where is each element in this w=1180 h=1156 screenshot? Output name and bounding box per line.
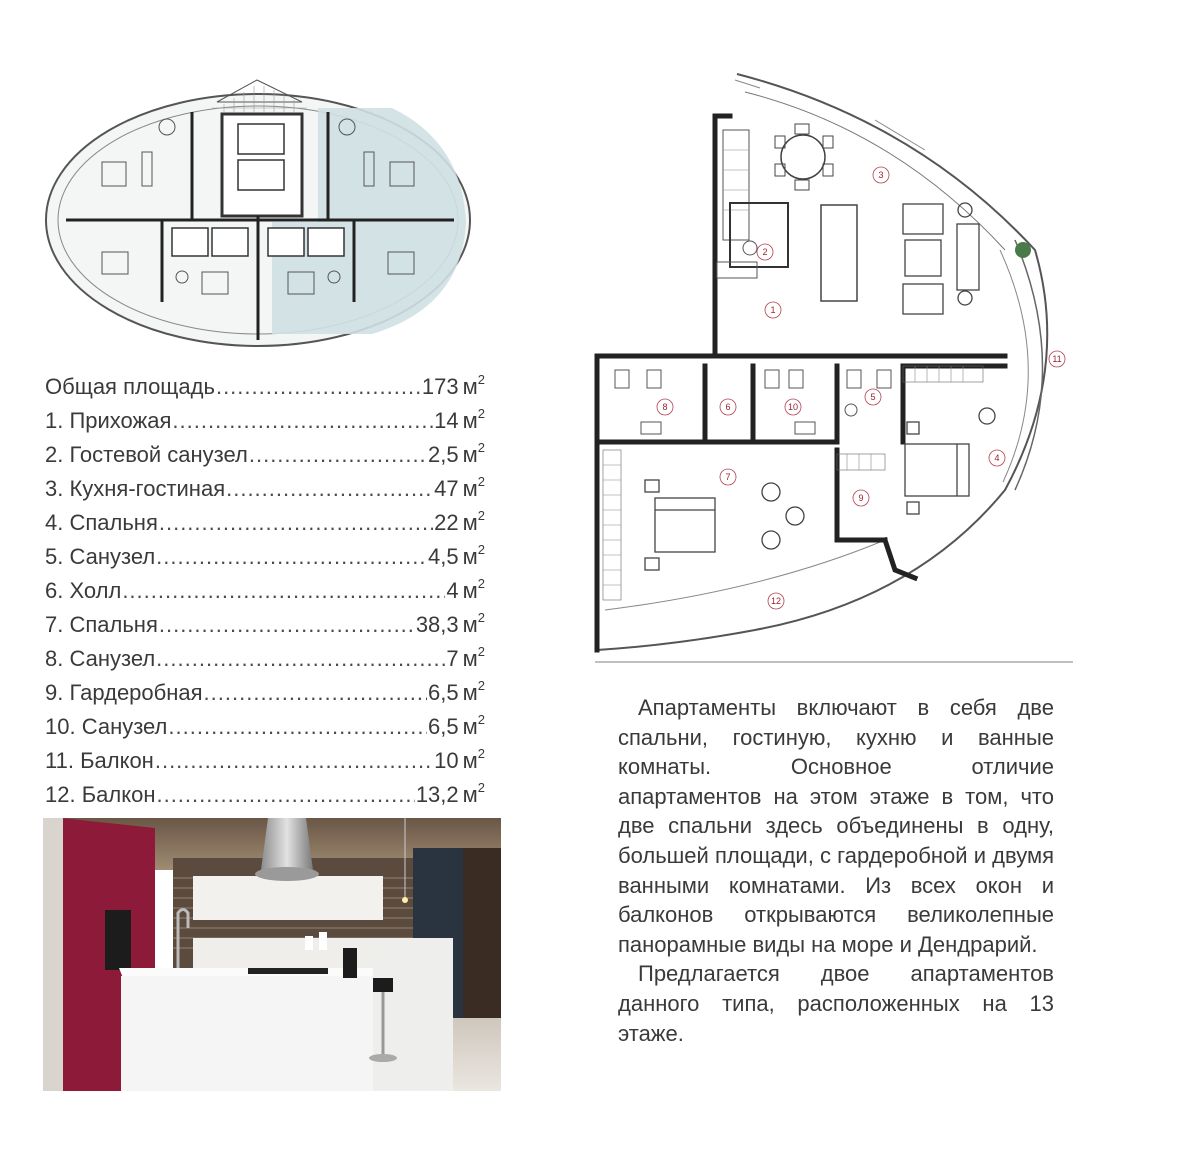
- room-label: 6: [725, 402, 731, 412]
- area-label: 2. Гостевой санузел: [45, 442, 248, 467]
- area-value: 22: [434, 510, 459, 535]
- area-value: 173: [421, 374, 459, 399]
- area-row: 6. Холл ..... 4 $м^2$: [45, 574, 485, 608]
- area-label: 7. Спальня: [45, 612, 158, 637]
- area-label: 11. Балкон: [45, 748, 154, 773]
- area-label: 1. Прихожая: [45, 408, 172, 433]
- area-list: [45, 370, 485, 812]
- area-row: 4. Спальня ..... 22 $м^2$: [45, 506, 485, 540]
- area-label: 4. Спальня: [45, 510, 158, 535]
- area-row: 11. Балкон ..... 10 $м^2$: [45, 744, 485, 778]
- area-value: 13,2: [415, 782, 459, 807]
- area-row: 1. Прихожая ..... 14 $м^2$: [45, 404, 485, 438]
- area-value: 6,5: [428, 680, 459, 705]
- room-label: 5: [870, 392, 876, 402]
- room-label: 9: [858, 493, 864, 503]
- room-label: 12: [770, 596, 782, 606]
- room-label: 7: [725, 472, 731, 482]
- area-row: 2. Гостевой санузел ..... 2,5 $м^2$: [45, 438, 485, 472]
- area-label: 8. Санузел: [45, 646, 156, 671]
- area-label: 9. Гардеробная: [45, 680, 203, 705]
- area-label: 12. Балкон: [45, 782, 156, 807]
- room-label: 3: [878, 170, 884, 180]
- room-label: 11: [1052, 354, 1062, 364]
- area-label: Общая площадь: [45, 374, 215, 399]
- area-row-total: Общая площадь ..... 173 $м^2$: [45, 370, 485, 404]
- room-label: 4: [994, 453, 1000, 463]
- kitchen-photo: [43, 818, 501, 1091]
- area-value: 10: [434, 748, 459, 773]
- apartment-floor-plan: [585, 70, 1075, 670]
- room-label: 10: [787, 402, 799, 412]
- area-value: 4: [446, 578, 459, 603]
- area-value: 47: [434, 476, 459, 501]
- area-label: 10. Санузел: [45, 714, 168, 739]
- area-value: 14: [434, 408, 459, 433]
- area-row: 9. Гардеробная ..... 6,5 $м^2$: [45, 676, 485, 710]
- apartment-description: [618, 693, 1054, 1048]
- area-row: 10. Санузел ..... 6,5 $м^2$: [45, 710, 485, 744]
- area-value: 6,5: [428, 714, 459, 739]
- area-row: 5. Санузел ..... 4,5 $м^2$: [45, 540, 485, 574]
- area-value: 7: [446, 646, 459, 671]
- room-label: 2: [762, 247, 768, 257]
- room-label: 8: [662, 402, 668, 412]
- area-value: 4,5: [428, 544, 459, 569]
- area-label: 6. Холл: [45, 578, 122, 603]
- area-label: 5. Санузел: [45, 544, 156, 569]
- area-row: 8. Санузел ..... 7 $м^2$: [45, 642, 485, 676]
- room-label: 1: [770, 305, 776, 315]
- area-row: 3. Кухня-гостиная ..... 47 $м^2$: [45, 472, 485, 506]
- area-row: 7. Спальня ..... 38,3 $м^2$: [45, 608, 485, 642]
- area-value: 38,3: [415, 612, 459, 637]
- overall-floor-plan: [42, 72, 474, 354]
- area-value: 2,5: [428, 442, 459, 467]
- description-paragraph: Предлагается двое апартаментов данного типа, расположенных на 13 этаже.: [618, 961, 1054, 1046]
- description-paragraph: Апартаменты включают в себя две спальни, гостиную, кухню и ванные комнаты. Основное отличие апартаментов на этом этаже в том, что две спальни здесь объединены в одну, большей площади, с гардеробной и двумя ванными комнатами. Из всех окон и балконов открываются великолепные панорамные виды на море и Дендрарий.: [618, 695, 1054, 957]
- area-row: 12. Балкон ..... 13,2 $м^2$: [45, 778, 485, 812]
- area-label: 3. Кухня-гостиная: [45, 476, 226, 501]
